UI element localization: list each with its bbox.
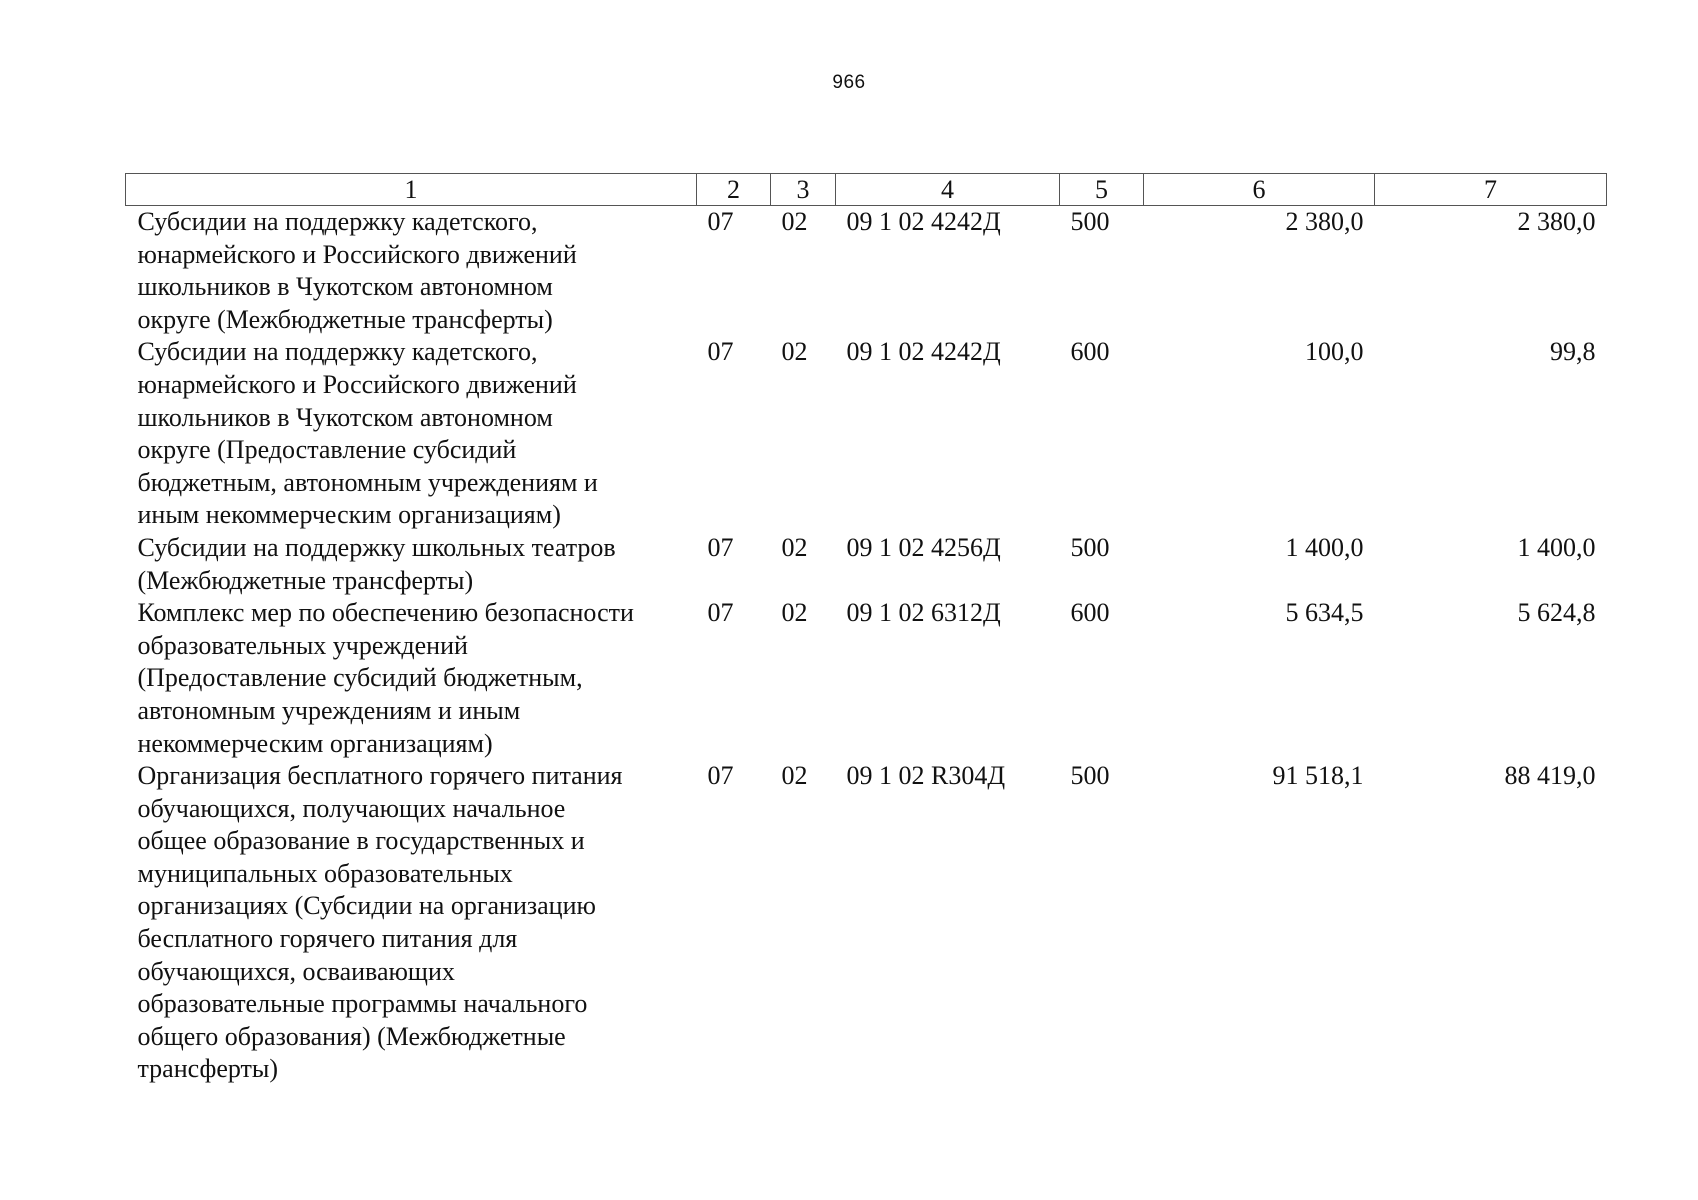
row-name: Комплекс мер по обеспечению безопасности образовательных учреждений (Предоставление субсидий бюджетным, автономным учреждениям и иным некоммерческим организациям) [137, 598, 634, 758]
row-section: 07 [707, 207, 734, 236]
row-executed: 88 419,0 [1504, 761, 1596, 791]
column-header-1: 1 [126, 174, 697, 206]
table-row [126, 760, 1607, 1086]
column-header-3: 3 [771, 174, 836, 206]
table-header-row [126, 174, 1607, 206]
row-expense-type: 500 [1070, 532, 1110, 562]
column-header-4: 4 [836, 174, 1060, 206]
row-executed: 2 380,0 [1517, 207, 1596, 236]
column-header-6: 6 [1144, 174, 1375, 206]
row-expense-type: 500 [1070, 761, 1110, 791]
row-approved: 2 380,0 [1285, 207, 1364, 236]
row-name: Субсидии на поддержку школьных театров (Межбюджетные трансферты) [137, 532, 616, 595]
row-section: 07 [707, 337, 734, 367]
table-row [126, 532, 1607, 597]
row-executed: 1 400,0 [1517, 532, 1596, 562]
row-expense-type: 600 [1070, 337, 1110, 367]
row-subsection: 02 [781, 761, 808, 791]
row-executed: 5 624,8 [1517, 598, 1596, 628]
page-number: 966 [832, 72, 866, 93]
row-approved: 100,0 [1305, 337, 1364, 367]
row-executed: 99,8 [1550, 337, 1596, 367]
row-section: 07 [707, 598, 734, 628]
table-row [126, 206, 1607, 337]
row-subsection: 02 [781, 598, 808, 628]
row-target-article: 09 1 02 4242Д [846, 207, 1001, 236]
table-row [126, 336, 1607, 532]
row-subsection: 02 [781, 337, 808, 367]
row-approved: 1 400,0 [1285, 532, 1364, 562]
row-target-article: 09 1 02 4256Д [846, 532, 1001, 562]
row-subsection: 02 [781, 532, 808, 562]
row-section: 07 [707, 761, 734, 791]
column-header-7: 7 [1375, 174, 1607, 206]
column-header-5: 5 [1060, 174, 1144, 206]
row-approved: 91 518,1 [1272, 761, 1364, 791]
row-target-article: 09 1 02 R304Д [846, 761, 1006, 791]
table-row [126, 597, 1607, 760]
row-expense-type: 500 [1070, 207, 1110, 236]
row-approved: 5 634,5 [1285, 598, 1364, 628]
row-name: Субсидии на поддержку кадетского, юнармейского и Российского движений школьников в Чукотском автономном округе (Предоставление субсидий бюджетным, автономным учреждениям и иным некоммерческим организациям) [137, 337, 598, 530]
row-subsection: 02 [781, 207, 808, 236]
row-name: Организация бесплатного горячего питания обучающихся, получающих начальное общее образование в государственных и муниципальных образовательных организациях (Субсидии на организацию бесплатного горячего питания для обучающихся, осваивающих образовательные программы начального общего образования) (Межбюджетные трансферты) [137, 761, 623, 1084]
column-header-2: 2 [697, 174, 771, 206]
row-target-article: 09 1 02 6312Д [846, 598, 1001, 628]
row-section: 07 [707, 532, 734, 562]
row-target-article: 09 1 02 4242Д [846, 337, 1001, 367]
row-name: Субсидии на поддержку кадетского, юнармейского и Российского движений школьников в Чукотском автономном округе (Межбюджетные трансферты) [137, 207, 577, 334]
row-expense-type: 600 [1070, 598, 1110, 628]
budget-table [125, 173, 1607, 1086]
